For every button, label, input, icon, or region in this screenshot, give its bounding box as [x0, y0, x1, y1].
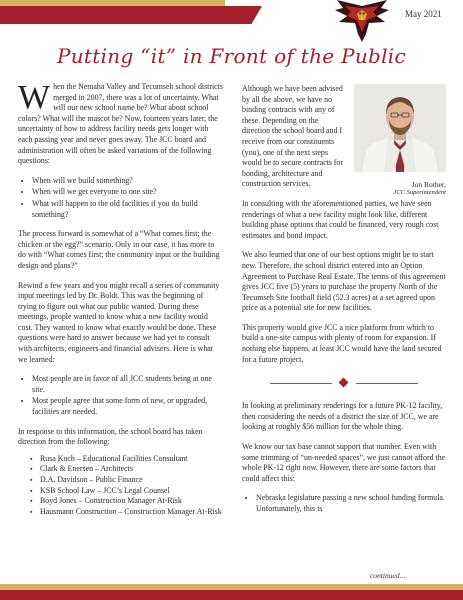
- paragraph-renderings: In looking at preliminary renderings for a future PK-12 facility, then considering the needs of a district the size of JCC, we are looking at roughly $56 million for the whole thing.: [242, 401, 443, 432]
- paragraph-option-agreement: We also learned that one of our best options might be to start new. Therefore, the school district entered into an Option Agreement to Purchase Real Estate. The terms of this agreement gives JCC five (5) years to purchase the property North of the Tecumseh Site football field (52.3 acres) at a set agreed upon price as a potential site for new facilities.: [242, 250, 446, 313]
- list-item: ▪ KSB School Law – JCC’s Legal Counsel: [30, 486, 223, 497]
- learned-list: [18, 374, 223, 417]
- paragraph-advised: Although we have been advised by all the above, we have no binding contracts with any of these. Depending on the direction the school board and I receive from our constituents (you), one of the next steps would be to secure contracts for bonding, architecture and construction services.: [242, 84, 344, 189]
- divider-line-left: [270, 383, 332, 384]
- list-item: • Most people are in favor of all JCC students being at one site.: [32, 374, 223, 395]
- list-item: • When will we build something?: [32, 176, 223, 187]
- list-item: • When will we get everyone to one site?: [32, 187, 223, 198]
- issue-date: May 2021: [405, 9, 442, 19]
- left-column: [18, 79, 223, 517]
- superintendent-photo-block: [354, 84, 446, 197]
- list-item: ▪ D.A. Davidson – Public Finance: [30, 475, 223, 486]
- list-item: ▪ Boyd Jones – Construction Manager At-Risk: [30, 496, 223, 507]
- list-item: ▪ Clark & Enersen – Architects: [30, 464, 223, 475]
- paragraph-response: In response to this information, the school board has taken direction from the following:: [18, 426, 203, 447]
- article-title: Putting “it” in Front of the Public: [56, 44, 407, 68]
- right-column: [242, 84, 446, 524]
- paragraph-tax-base: We know our tax base cannot support that number. Even with some trimming of “un-needed spaces”, we just cannot afford the whole PK-12 right now. However, there are some factors that could affect this:: [242, 442, 446, 483]
- list-item: ▪ Hausmann Construction – Construction Manager At-Risk: [30, 507, 223, 518]
- paragraph-chicken-egg: The process forward is somewhat of a “What comes first; the chicken or the egg?” scenario. Only in our case, it has more to do with “What comes first; the community input or the building design and plans?”: [18, 229, 220, 270]
- intro-paragraph: [18, 79, 223, 167]
- photo-caption-name: Jon Rother,: [411, 179, 446, 189]
- drop-cap: W: [18, 79, 51, 116]
- superintendent-photo: [354, 84, 446, 172]
- footer-red-band: [0, 590, 463, 600]
- photo-caption-title: JCC Superintendent: [393, 188, 446, 196]
- firms-list: [18, 454, 223, 518]
- divider-diamond-icon: [339, 378, 349, 388]
- factors-list: [242, 493, 446, 514]
- header-red-band: [0, 6, 262, 24]
- phoenix-bird-logo: [333, 0, 391, 44]
- list-item: • Nebraska legislature passing a new school funding formula. Unfortunately, this is: [256, 493, 446, 514]
- section-divider: [242, 377, 446, 389]
- paragraph-rewind: Rewind a few years and you might recall a series of community input meetings led by Dr. Boldt. This was the beginning of trying to figure out what our public wanted. During these meetings, people wanted to know what a new facility would cost. They wanted to know what exactly would be done. These questions were hard to answer because we had yet to consult with architects, engineers and financial advisers. Here is what we learned:: [18, 280, 220, 364]
- header-gold-stripe: [0, 0, 225, 6]
- questions-list: [18, 176, 223, 220]
- paragraph-consulting: In consulting with the aforementioned parties, we have seen renderings of what a new facility might look like, different building phase options that could be financed, very rough cost estimates and bond impact.: [242, 198, 439, 240]
- paragraph-property: This property would give JCC a nice platform from which to build a one-site campus with plenty of room for expansion. If nothing else happens, at least JCC would have the land secured for a future project.: [242, 322, 442, 364]
- list-item: • Most people agree that some form of new, or upgraded, facilities are needed.: [32, 396, 223, 417]
- list-item: ▪ Rusa Koch – Educational Facilities Consultant: [30, 454, 223, 465]
- intro-text: hen the Nemaha Valley and Tecumseh school districts merged in 2007, there was a lot of uncertainty. What will our new school name be? What about school colors? What will the mascot be? Now, fourteen years later, the uncertainty of how to address facility needs gets longer with each passing year and never goes away. The JCC board and administration will often be asked variations of the following questions:: [18, 82, 223, 166]
- divider-line-right: [356, 383, 418, 384]
- continued-note: continued....: [370, 571, 408, 580]
- list-item: • What will happen to the old facilities if you do build something?: [32, 199, 223, 220]
